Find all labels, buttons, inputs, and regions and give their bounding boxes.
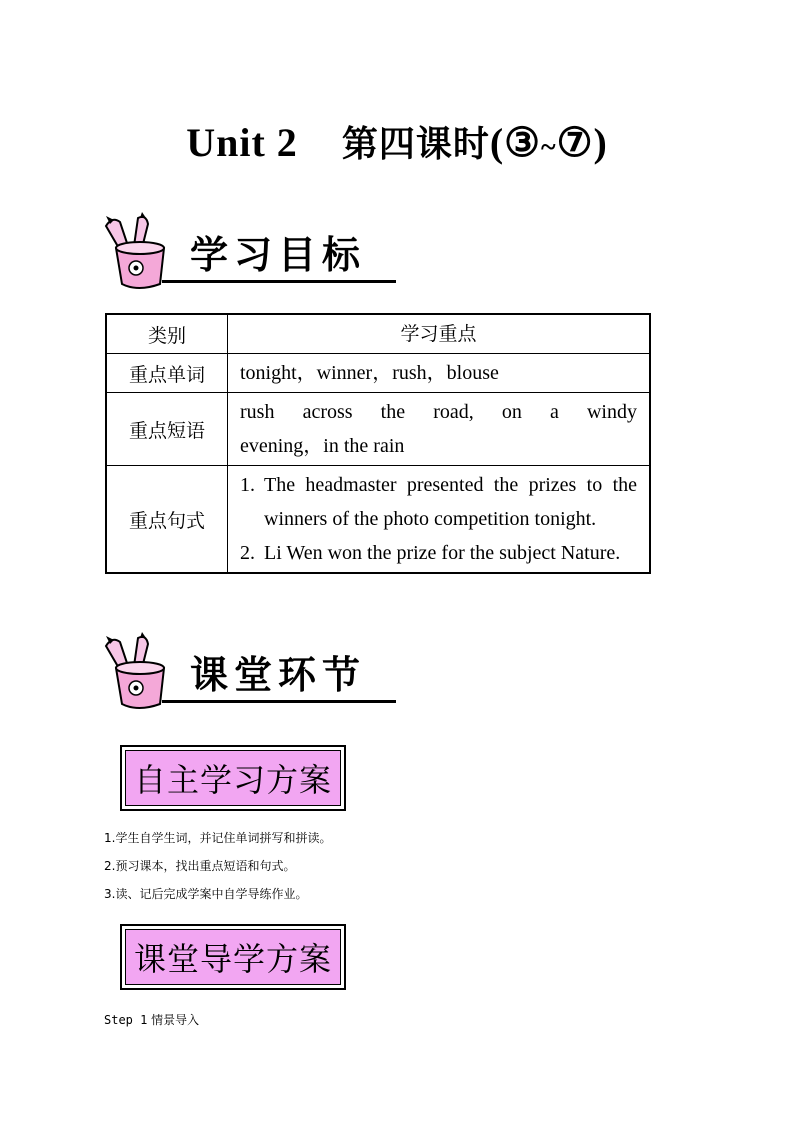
list-item: 2.预习课本，找出重点短语和句式。: [104, 859, 296, 873]
goals-table: [105, 313, 651, 574]
divider: [162, 700, 396, 703]
list-item: 3.读、记后完成学案中自学导练作业。: [104, 887, 308, 901]
table-header-row: [106, 314, 650, 354]
table-row: [106, 393, 650, 466]
column-header: 学习重点: [228, 314, 651, 354]
table-row: [106, 466, 650, 574]
self-study-label: 自主学习方案: [120, 745, 346, 811]
row-content: rush across the road, on a windy evening，in the rain: [228, 393, 651, 466]
row-content: [228, 466, 651, 574]
section-heading-goals: [98, 212, 398, 292]
row-label: 重点句式: [106, 466, 228, 574]
step-heading: Step 1 情景导入: [104, 1013, 200, 1027]
self-study-steps: [104, 828, 331, 912]
table-row: [106, 354, 650, 393]
section-title: 学习目标: [190, 233, 367, 277]
class-guide-label: 课堂导学方案: [120, 924, 346, 990]
section-heading-class: [98, 632, 398, 712]
section-title: 课堂环节: [190, 653, 367, 697]
row-content: tonight，winner，rush，blouse: [228, 354, 651, 393]
page-title: Unit 2 第四课时(③~⑦): [186, 120, 608, 165]
row-label: 重点单词: [106, 354, 228, 393]
divider: [162, 280, 396, 283]
column-header: 类别: [106, 314, 228, 354]
list-item: 1.学生自学生词，并记住单词拼写和拼读。: [104, 831, 332, 845]
row-label: 重点短语: [106, 393, 228, 466]
sentence-item: 1. The headmaster presented the prizes to the winners of the photo competition tonight.: [240, 474, 637, 530]
sentence-item: 2. Li Wen won the prize for the subject Nature.: [240, 542, 621, 564]
